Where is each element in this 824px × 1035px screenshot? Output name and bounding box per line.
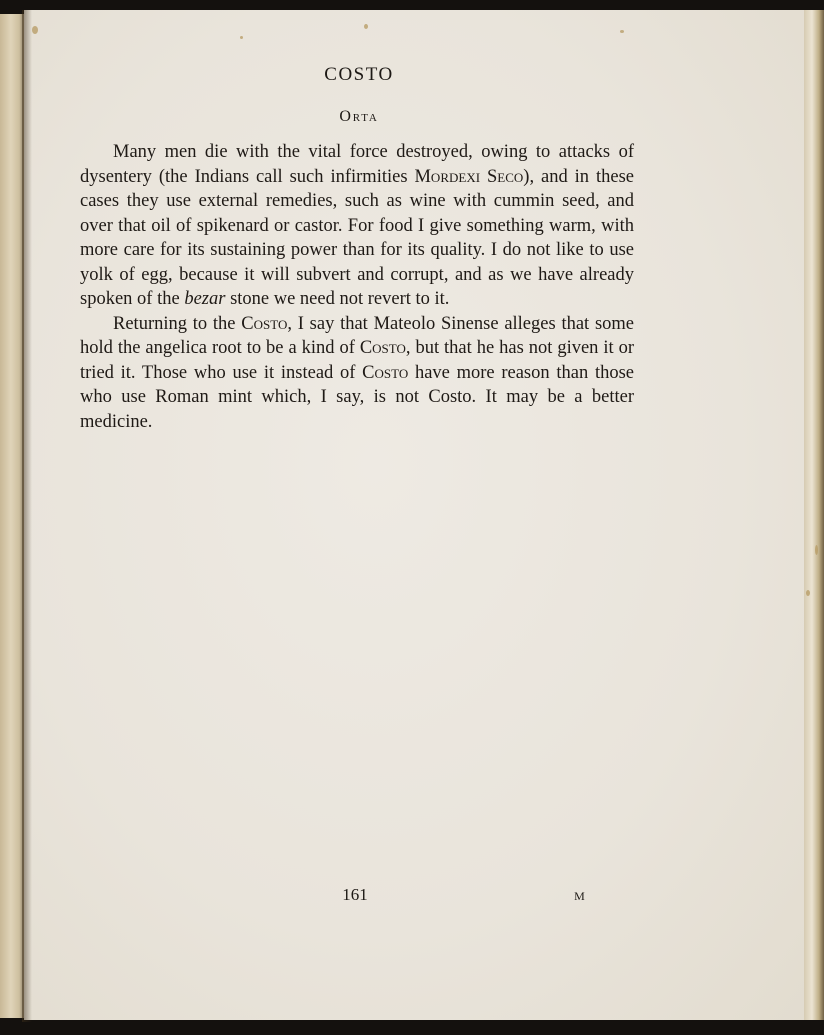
paragraph: [80, 312, 634, 435]
small-caps-term: Costo: [241, 313, 288, 334]
previous-page-edge: [0, 14, 24, 1018]
paper-speck: [364, 24, 368, 29]
text-run: , I say that Mateolo Sinense alleges that some hold the angelica root to be a kind of: [80, 313, 635, 358]
text-run: Many men die with the vital force destroyed, owing to attacks of dysentery (the Indians call such infirmities: [80, 142, 634, 187]
paper-speck: [240, 36, 243, 39]
running-head: COSTO: [324, 64, 394, 85]
small-caps-term: Costo: [359, 338, 406, 358]
small-caps-term: Costo: [362, 362, 409, 383]
small-caps-term: Mordexi Seco: [414, 166, 524, 187]
signature-mark: M: [574, 889, 586, 903]
paper-speck: [620, 30, 624, 33]
page-block-edge: [804, 10, 824, 1020]
section-heading: [24, 108, 694, 126]
section-heading-text: Orta: [339, 108, 379, 125]
italic-term: bezar: [184, 289, 226, 309]
spine-shadow: [22, 10, 32, 1022]
body-text: [80, 140, 634, 434]
text-run: , but that he has not given it or tried it. Those who use it instead of: [80, 338, 635, 383]
page-number: 161: [342, 885, 368, 904]
text-run: Returning to the: [113, 313, 242, 334]
paper-speck: [806, 590, 810, 596]
text-run: stone we need not revert to it.: [225, 289, 450, 309]
paragraph: [80, 140, 634, 312]
text-run: have more reason than those who use Roman mint which, I say, is not Costo. It may be a better medicine.: [80, 362, 634, 432]
text-run: ), and in these cases they use external remedies, such as wine with cummin seed, and over that oil of spikenard or castor. For food I give something warm, with more care for its sustaining power than for its quality. I do not like to use yolk of egg, because it will subvert and corrupt, and as we have already spoken of the: [80, 166, 635, 309]
paper-speck: [32, 26, 38, 34]
paper-speck: [815, 545, 818, 555]
